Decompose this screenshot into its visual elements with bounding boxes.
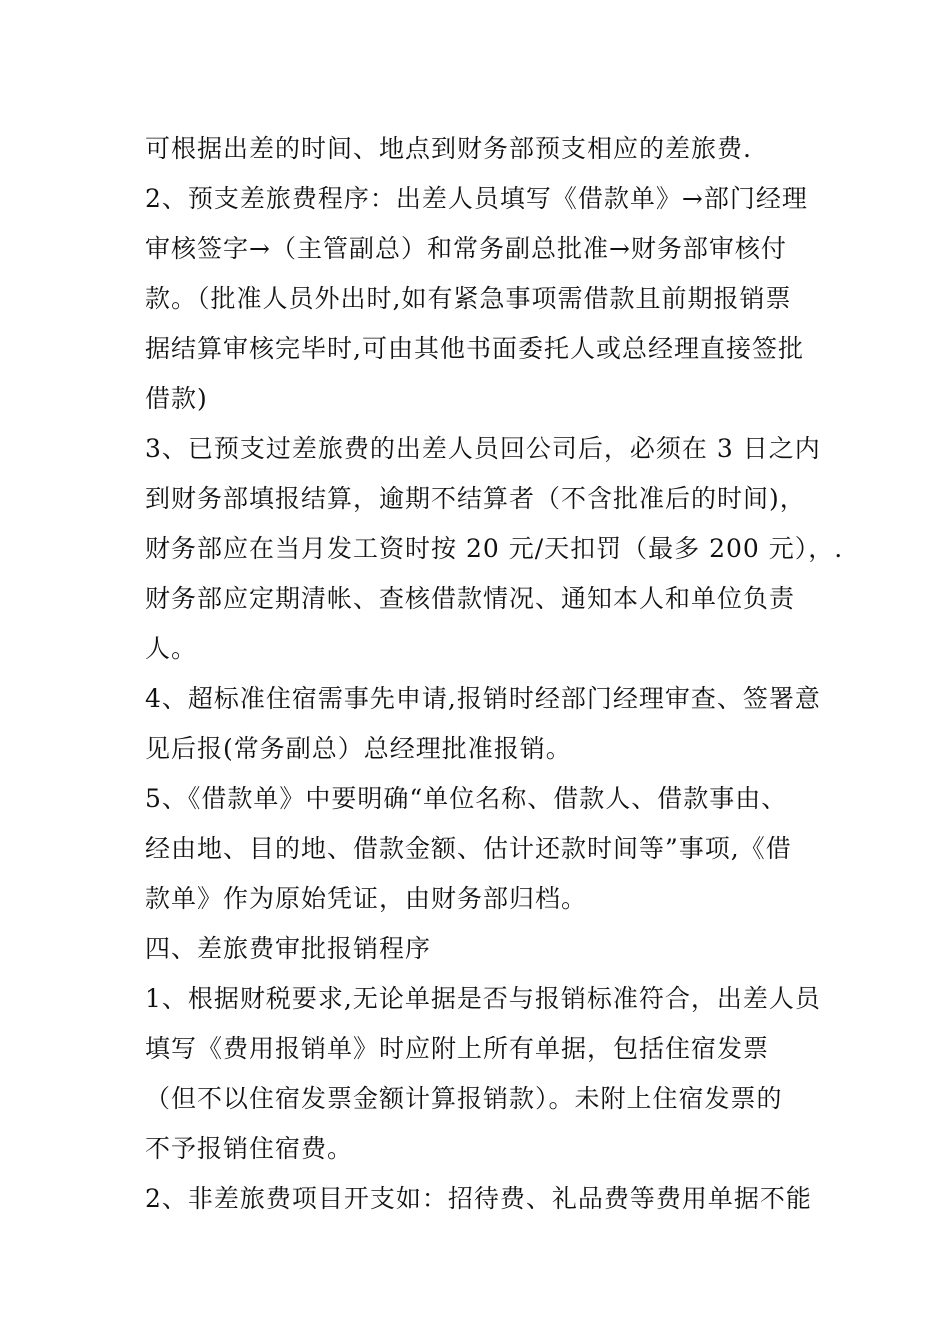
text-line: 2、预支差旅费程序：出差人员填写《借款单》→部门经理 [145,184,808,213]
text-line: 3、已预支过差旅费的出差人员回公司后，必须在 3 日之内 [145,434,821,463]
text-line: 到财务部填报结算，逾期不结算者（不含批准后的时间)， [145,484,806,513]
text-line: 见后报(常务副总）总经理批准报销。 [145,734,572,763]
section-heading: 四、差旅费审批报销程序 [145,934,432,963]
text-line: 不予报销住宿费。 [145,1134,354,1163]
text-line: 审核签字→（主管副总）和常务副总批准→财务部审核付 [145,234,787,263]
text-line: 借款) [145,384,208,413]
text-line: 款单》作为原始凭证，由财务部归档。 [145,884,588,913]
text-line: 可根据出差的时间、地点到财务部预支相应的差旅费. [145,134,752,163]
text-line: 4、超标准住宿需事先申请,报销时经部门经理审查、签署意 [145,684,821,713]
text-line: 人。 [145,634,198,663]
text-line: 1、根据财税要求,无论单据是否与报销标准符合，出差人员 [145,984,821,1013]
text-line: 填写《费用报销单》时应附上所有单据，包括住宿发票 [145,1034,770,1063]
text-line: 2、非差旅费项目开支如：招待费、礼品费等费用单据不能 [145,1184,812,1213]
text-line: 款。（批准人员外出时,如有紧急事项需借款且前期报销票 [145,284,792,313]
text-line: 财务部应定期清帐、查核借款情况、通知本人和单位负责 [145,584,796,613]
text-line: 财务部应在当月发工资时按 20 元/天扣罚（最多 200 元），. [145,534,844,563]
text-line: 据结算审核完毕时,可由其他书面委托人或总经理直接签批 [145,334,804,363]
text-line: 经由地、目的地、借款金额、估计还款时间等”事项,《借 [145,834,792,863]
text-line: 5、《借款单》中要明确“单位名称、借款人、借款事由、 [145,784,788,813]
text-line: （但不以住宿发票金额计算报销款）。未附上住宿发票的 [145,1084,783,1113]
